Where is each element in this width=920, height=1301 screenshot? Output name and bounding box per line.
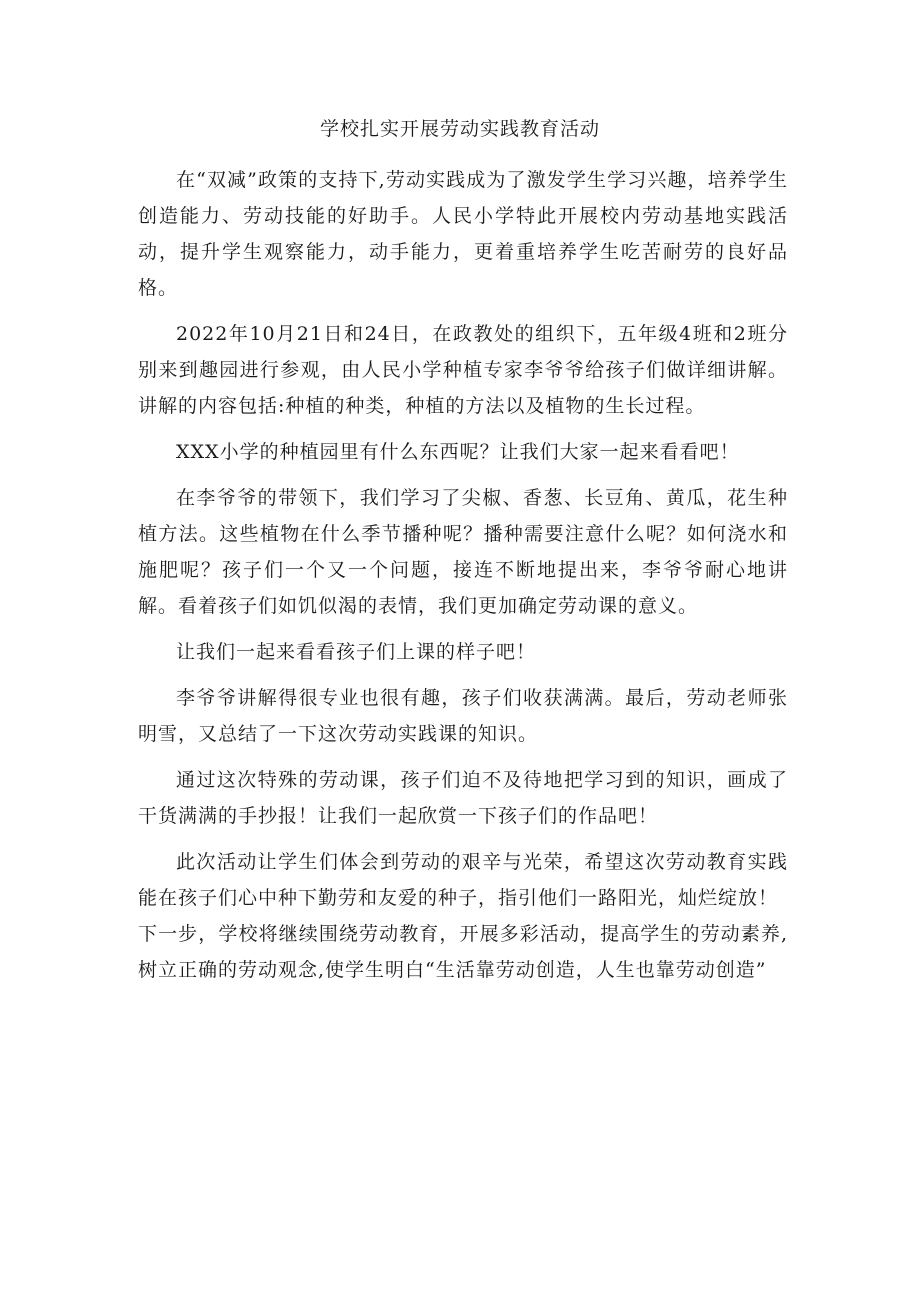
paragraph-garden: XXX小学的种植园里有什么东西呢？让我们大家一起来看看吧！ [176,441,740,463]
paragraph-learning: 在李爷爷的带领下，我们学习了尖椒、香葱、长豆角、黄瓜，花生种植方法。这些植物在什么季节播种呢？播种需要注意什么呢？如何浇水和施肥呢？孩子们一个又一个问题，接连不断地提出来，李爷爷耐心地讲解。看着孩子们如饥似渴的表情，我们更加确定劳动课的意义。 [138,487,788,617]
paragraph-intro: 在“双减”政策的支持下,劳动实践成为了激发学生学习兴趣，培养学生创造能力、劳动技能的好助手。人民小学特此开展校内劳动基地实践活动，提升学生观察能力，动手能力，更着重培养学生吃苦耐劳的良好品格。 [138,169,788,299]
document-title: 学校扎实开展劳动实践教育活动 [319,118,600,140]
paragraph-visit: 2022年10月21日和24日，在政教处的组织下，五年级4班和2班分别来到趣园进行参观，由人民小学种植专家李爷爷给孩子们做详细讲解。讲解的内容包括:种植的种类，种植的方法以及植物的生长过程。 [138,323,788,417]
paragraph-summary: 李爷爷讲解得很专业也很有趣，孩子们收获满满。最后，劳动老师张明雪，又总结了一下这次劳动实践课的知识。 [138,687,788,745]
paragraph-class: 让我们一起来看看孩子们上课的样子吧！ [176,641,537,663]
paragraph-conclusion: 此次活动让学生们体会到劳动的艰辛与光荣，希望这次劳动教育实践能在孩子们心中种下勤劳和友爱的种子，指引他们一路阳光，灿烂绽放！ [138,851,788,909]
paragraph-handout: 通过这次特殊的劳动课，孩子们迫不及待地把学习到的知识，画成了干货满满的手抄报！让我们一起欣赏一下孩子们的作品吧！ [138,769,788,827]
document-body [138,162,788,988]
paragraph-next-steps: 下一步，学校将继续围绕劳动教育，开展多彩活动，提高学生的劳动素养,树立正确的劳动观念,使学生明白“生活靠劳动创造，人生也靠劳动创造” [138,923,788,981]
